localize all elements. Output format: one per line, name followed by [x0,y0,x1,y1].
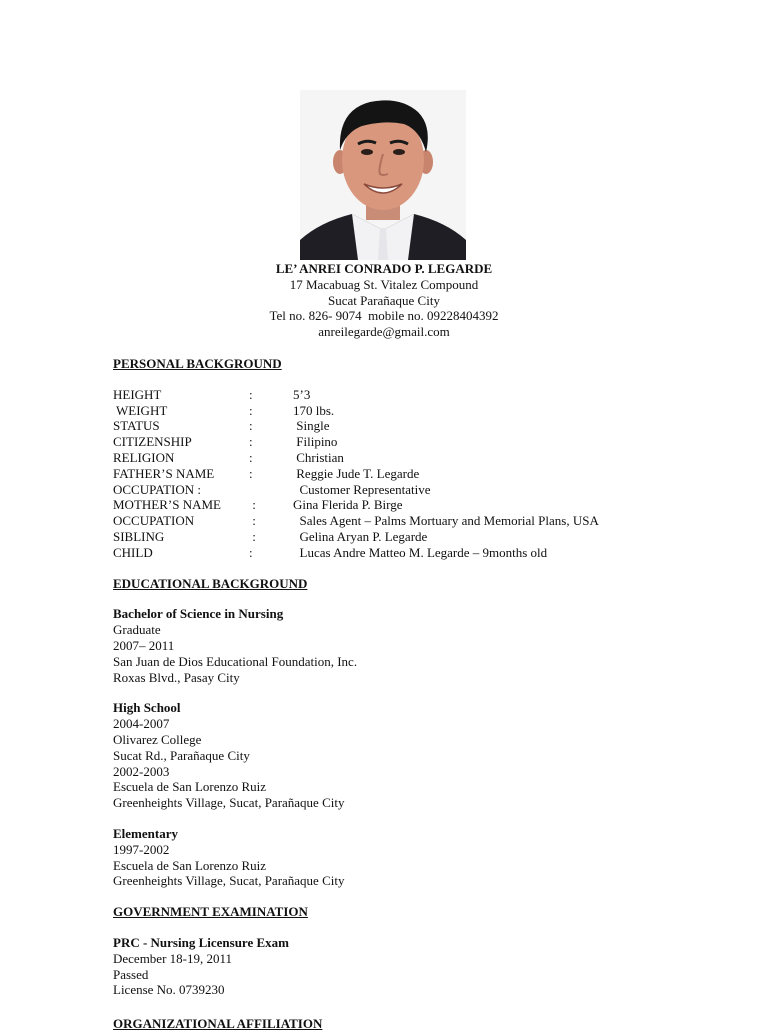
row-value: 5’3 [293,386,311,402]
degree-heading: Bachelor of Science in Nursing [113,606,284,622]
row-separator: : [249,418,253,434]
row-label: SIBLING [113,528,165,544]
education-line: Olivarez College [113,731,202,747]
row-separator: : [249,386,253,402]
education-elementary [113,826,733,889]
resume-body [113,356,733,1013]
exam-heading: PRC - Nursing Licensure Exam [113,934,289,950]
personal-background-list [113,387,733,561]
education-line: Greenheights Village, Sucat, Parañaque City [113,873,345,889]
row-value: Reggie Jude T. Legarde [293,465,420,481]
row-label: STATUS [113,418,160,434]
row-label: HEIGHT [113,386,162,402]
education-line: 2004-2007 [113,716,170,732]
row-value: Customer Representative [293,481,431,497]
applicant-name: LE’ ANREI CONRADO P. LEGARDE [275,261,493,276]
row-separator: : [249,465,253,481]
exam-line: License No. 0739230 [113,982,225,998]
personal-row [113,545,733,561]
education-line: 2007– 2011 [113,637,175,653]
education-line: Graduate [113,622,161,638]
row-value: Lucas Andre Matteo M. Legarde – 9months old [293,544,548,560]
personal-row [113,466,733,482]
contact-header [0,261,768,340]
row-value: Gelina Aryan P. Legarde [293,528,428,544]
exam-line: Passed [113,966,149,982]
section-title-organizational: ORGANIZATIONAL AFFILIATION [113,1016,323,1031]
row-label: OCCUPATION [113,513,195,529]
exam-line: December 18-19, 2011 [113,950,233,966]
education-highschool [113,700,733,811]
row-separator: : [249,528,256,544]
education-line: 1997-2002 [113,841,170,857]
row-separator: : [249,434,253,450]
row-label: FATHER’S NAME [113,465,215,481]
row-value: Gina Flerida P. Birge [293,497,403,513]
section-title-education: EDUCATIONAL BACKGROUND [113,575,308,591]
personal-row [113,497,733,513]
portrait-image [300,90,466,260]
row-value: 170 lbs. [293,402,335,418]
education-line: Escuela de San Lorenzo Ruiz [113,779,267,795]
phone-line: Tel no. 826- 9074 mobile no. 09228404392 [269,308,499,324]
education-line: Roxas Blvd., Pasay City [113,669,240,685]
row-label: MOTHER’S NAME [113,497,221,513]
row-separator: : [249,402,253,418]
personal-row [113,529,733,545]
personal-row [113,513,733,529]
section-title-government-exam: GOVERNMENT EXAMINATION [113,904,308,920]
education-line: 2002-2003 [113,763,170,779]
education-line: Greenheights Village, Sucat, Parañaque City [113,795,345,811]
row-label: RELIGION [113,449,175,465]
government-exam [113,935,733,998]
education-line: San Juan de Dios Educational Foundation, Inc. [113,653,358,669]
profile-photo [300,90,466,260]
row-label: OCCUPATION : [113,481,202,497]
row-value: Single [293,418,330,434]
address-line-1: 17 Macabuag St. Vitalez Compound [289,276,479,292]
next-section-title-partial [113,1016,353,1031]
school-level-heading: Elementary [113,825,178,841]
education-line: Sucat Rd., Parañaque City [113,747,250,763]
row-separator: : [249,513,256,529]
section-title-personal: PERSONAL BACKGROUND [113,356,282,371]
personal-row [113,387,733,403]
personal-row [113,403,733,419]
row-label: CHILD [113,544,153,560]
personal-row [113,434,733,450]
school-level-heading: High School [113,700,181,716]
row-label: CITIZENSHIP [113,434,192,450]
education-college [113,606,733,685]
email-address: anreilegarde@gmail.com [318,324,450,340]
personal-row [113,418,733,434]
address-line-2: Sucat Parañaque City [328,292,440,308]
row-value: Christian [293,449,344,465]
row-value: Sales Agent – Palms Mortuary and Memorial Plans, USA [293,513,599,529]
row-label: WEIGHT [113,402,168,418]
personal-row [113,482,733,498]
row-separator: : [249,497,256,513]
row-separator [249,482,293,498]
row-separator: : [249,544,253,560]
education-line: Escuela de San Lorenzo Ruiz [113,857,267,873]
personal-row [113,450,733,466]
row-separator: : [249,449,253,465]
row-value: Filipino [293,434,338,450]
